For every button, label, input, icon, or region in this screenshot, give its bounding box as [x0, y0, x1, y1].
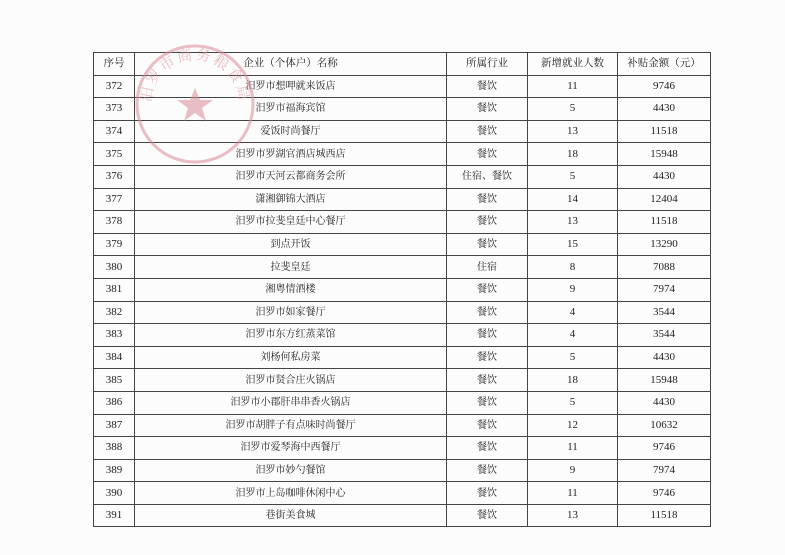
cell-company-name: 汨罗市小郡肝串串香火锅店: [135, 391, 447, 414]
cell-industry: 餐饮: [447, 324, 528, 347]
cell-subsidy-amount: 11518: [618, 504, 711, 527]
svg-text:汨罗市商务粮食局: 汨罗市商务粮食局: [136, 45, 254, 104]
cell-new-jobs: 4: [528, 324, 618, 347]
header-subsidy-amount: 补贴金额（元）: [618, 53, 711, 76]
cell-index: 388: [94, 437, 135, 460]
cell-index: 381: [94, 278, 135, 301]
cell-industry: 餐饮: [447, 75, 528, 98]
cell-subsidy-amount: 13290: [618, 233, 711, 256]
cell-new-jobs: 11: [528, 437, 618, 460]
cell-industry: 餐饮: [447, 414, 528, 437]
table-row: [94, 211, 711, 234]
subsidy-table: [93, 52, 711, 527]
cell-industry: 餐饮: [447, 301, 528, 324]
header-new-jobs: 新增就业人数: [528, 53, 618, 76]
cell-company-name: 潇湘御锦大酒店: [135, 188, 447, 211]
table-row: [94, 437, 711, 460]
cell-index: 373: [94, 98, 135, 121]
cell-index: 376: [94, 165, 135, 188]
cell-company-name: 汨罗市贤合庄火锅店: [135, 369, 447, 392]
header-index: 序号: [94, 53, 135, 76]
cell-index: 377: [94, 188, 135, 211]
cell-index: 389: [94, 459, 135, 482]
table-row: [94, 324, 711, 347]
cell-new-jobs: 11: [528, 482, 618, 505]
header-company-name: 企业（个体户）名称: [135, 53, 447, 76]
cell-subsidy-amount: 11518: [618, 120, 711, 143]
cell-subsidy-amount: 12404: [618, 188, 711, 211]
cell-industry: 住宿: [447, 256, 528, 279]
table-row: [94, 278, 711, 301]
cell-index: 375: [94, 143, 135, 166]
cell-new-jobs: 5: [528, 346, 618, 369]
cell-subsidy-amount: 3544: [618, 324, 711, 347]
cell-index: 382: [94, 301, 135, 324]
cell-new-jobs: 13: [528, 211, 618, 234]
cell-industry: 餐饮: [447, 233, 528, 256]
cell-company-name: 汨罗市如家餐厅: [135, 301, 447, 324]
table-row: [94, 188, 711, 211]
cell-company-name: 汨罗市天河云都商务会所: [135, 165, 447, 188]
cell-company-name: 汨罗市上岛咖啡休闲中心: [135, 482, 447, 505]
cell-index: 385: [94, 369, 135, 392]
table-row: [94, 369, 711, 392]
cell-subsidy-amount: 9746: [618, 75, 711, 98]
cell-industry: 餐饮: [447, 346, 528, 369]
cell-company-name: 汨罗市拉斐皇廷中心餐厅: [135, 211, 447, 234]
cell-index: 384: [94, 346, 135, 369]
table-row: [94, 301, 711, 324]
cell-subsidy-amount: 4430: [618, 98, 711, 121]
cell-new-jobs: 13: [528, 120, 618, 143]
cell-subsidy-amount: 10632: [618, 414, 711, 437]
table-row: [94, 120, 711, 143]
table-row: [94, 98, 711, 121]
cell-company-name: 汨罗市妙勺餐馆: [135, 459, 447, 482]
cell-subsidy-amount: 7088: [618, 256, 711, 279]
cell-company-name: 湘粤情酒楼: [135, 278, 447, 301]
cell-company-name: 汨罗市胡胖子有点味时尚餐厅: [135, 414, 447, 437]
cell-company-name: 到点开饭: [135, 233, 447, 256]
cell-new-jobs: 18: [528, 143, 618, 166]
cell-subsidy-amount: 7974: [618, 278, 711, 301]
cell-company-name: 刘杨何私房菜: [135, 346, 447, 369]
cell-new-jobs: 5: [528, 391, 618, 414]
cell-index: 374: [94, 120, 135, 143]
cell-index: 386: [94, 391, 135, 414]
cell-subsidy-amount: 4430: [618, 391, 711, 414]
cell-new-jobs: 14: [528, 188, 618, 211]
cell-company-name: 汨罗市罗湖官酒店城西店: [135, 143, 447, 166]
cell-company-name: 汨罗市想呷就来饭店: [135, 75, 447, 98]
cell-industry: 餐饮: [447, 188, 528, 211]
table-row: [94, 482, 711, 505]
table-row: [94, 459, 711, 482]
table-row: [94, 391, 711, 414]
cell-company-name: 汨罗市爱琴海中西餐厅: [135, 437, 447, 460]
cell-subsidy-amount: 9746: [618, 482, 711, 505]
cell-index: 372: [94, 75, 135, 98]
table-row: [94, 143, 711, 166]
table-row: [94, 414, 711, 437]
cell-industry: 餐饮: [447, 482, 528, 505]
cell-industry: 餐饮: [447, 369, 528, 392]
cell-index: 380: [94, 256, 135, 279]
cell-index: 379: [94, 233, 135, 256]
cell-industry: 餐饮: [447, 437, 528, 460]
cell-industry: 餐饮: [447, 98, 528, 121]
cell-index: 391: [94, 504, 135, 527]
table-header-row: [94, 53, 711, 76]
cell-company-name: 拉斐皇廷: [135, 256, 447, 279]
cell-new-jobs: 9: [528, 278, 618, 301]
table-row: [94, 233, 711, 256]
cell-subsidy-amount: 15948: [618, 143, 711, 166]
cell-industry: 餐饮: [447, 391, 528, 414]
cell-industry: 餐饮: [447, 278, 528, 301]
cell-industry: 餐饮: [447, 120, 528, 143]
cell-industry: 住宿、餐饮: [447, 165, 528, 188]
cell-industry: 餐饮: [447, 211, 528, 234]
cell-new-jobs: 4: [528, 301, 618, 324]
table-row: [94, 346, 711, 369]
table-row: [94, 504, 711, 527]
cell-new-jobs: 11: [528, 75, 618, 98]
cell-subsidy-amount: 11518: [618, 211, 711, 234]
cell-company-name: 巷街美食城: [135, 504, 447, 527]
cell-subsidy-amount: 9746: [618, 437, 711, 460]
cell-new-jobs: 12: [528, 414, 618, 437]
cell-index: 378: [94, 211, 135, 234]
cell-company-name: 汨罗市福海宾馆: [135, 98, 447, 121]
table-row: [94, 256, 711, 279]
cell-new-jobs: 18: [528, 369, 618, 392]
cell-index: 390: [94, 482, 135, 505]
cell-subsidy-amount: 4430: [618, 346, 711, 369]
table-row: [94, 165, 711, 188]
cell-new-jobs: 13: [528, 504, 618, 527]
cell-subsidy-amount: 3544: [618, 301, 711, 324]
cell-company-name: 爱饭时尚餐厅: [135, 120, 447, 143]
cell-industry: 餐饮: [447, 459, 528, 482]
cell-index: 383: [94, 324, 135, 347]
header-industry: 所属行业: [447, 53, 528, 76]
table-row: [94, 75, 711, 98]
cell-subsidy-amount: 7974: [618, 459, 711, 482]
cell-industry: 餐饮: [447, 504, 528, 527]
cell-new-jobs: 5: [528, 98, 618, 121]
cell-new-jobs: 9: [528, 459, 618, 482]
cell-new-jobs: 15: [528, 233, 618, 256]
cell-new-jobs: 8: [528, 256, 618, 279]
cell-industry: 餐饮: [447, 143, 528, 166]
cell-subsidy-amount: 4430: [618, 165, 711, 188]
cell-index: 387: [94, 414, 135, 437]
cell-new-jobs: 5: [528, 165, 618, 188]
cell-company-name: 汨罗市东方红蒸菜馆: [135, 324, 447, 347]
cell-subsidy-amount: 15948: [618, 369, 711, 392]
